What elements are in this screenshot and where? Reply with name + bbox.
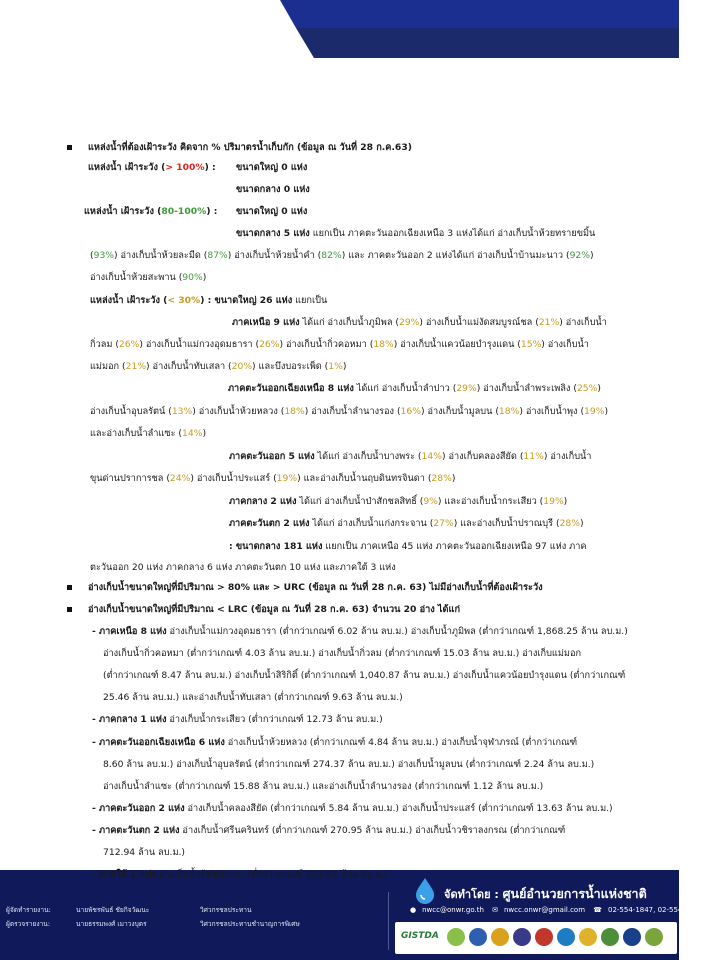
contact-row	[410, 906, 709, 914]
lrc-central-line1: - ภาคกลาง 1 แห่ง อ่างเก็บน้ำกระเสียว (ต่ำกว่าเกณฑ์ 12.73 ล้าน ลบ.ม.)	[92, 714, 383, 725]
partner-logo	[601, 928, 619, 946]
prepared-by-name: นายพัชรพันธ์ ชัยกิจวัฒนะ	[76, 906, 150, 914]
email-text: nwcc.onwr@gmail.com	[504, 906, 586, 914]
low-medium-line1: : ขนาดกลาง 181 แห่ง แยกเป็น ภาคเหนือ 45 แห่ง ภาคตะวันออกเฉียงเหนือ 97 แห่ง ภาค	[229, 541, 587, 552]
lrc-south-line1: - ภาคใต้ 1 แห่ง อ่างเก็บน้ำรัชชประภา (ต่ำกว่าเกณฑ์ 372.97 ล้าน ลบ.ม.)	[92, 869, 388, 880]
phone-icon: ☎	[593, 906, 602, 914]
header-accent-stripe	[280, 0, 679, 28]
website-text: nwcc@onwr.go.th	[422, 906, 484, 914]
low-east-line2: ขุนด่านปราการชล (24%) อ่างเก็บน้ำประแสร์ (19%) และอ่างเก็บน้ำนฤบดินทรจินดา (28%)	[90, 473, 456, 484]
lrc-west-line2: 712.94 ล้าน ลบ.ม.)	[103, 847, 186, 858]
watch-high-label: แหล่งน้ำ เฝ้าระวัง (> 100%) :	[88, 162, 216, 173]
low-north-line2: กิ่วลม (26%) อ่างเก็บน้ำแม่กวงอุดมธารา (26%) อ่างเก็บน้ำกิ่วคอหมา (18%) อ่างเก็บน้ำแควน้อยบำรุงแดน (15%) อ่างเก็บน้ำ	[90, 339, 589, 350]
section-title-lrc: อ่างเก็บน้ำขนาดใหญ่ที่มีปริมาณ < LRC (ข้อมูล ณ วันที่ 28 ก.ค. 63) จำนวน 20 อ่าง ได้แก่	[88, 604, 461, 615]
header-banner	[0, 0, 679, 62]
bullet-marker	[67, 145, 72, 150]
lrc-north-line3: (ต่ำกว่าเกณฑ์ 8.47 ล้าน ลบ.ม.) อ่างเก็บน้ำสิริกิติ์ (ต่ำกว่าเกณฑ์ 1,040.87 ล้าน ลบ.ม.) อ่างเก็บน้ำแควน้อยบำรุงแดน (ต่ำกว่าเกณฑ์	[103, 670, 626, 681]
low-east-line1: ภาคตะวันออก 5 แห่ง ได้แก่ อ่างเก็บน้ำบางพระ (14%) อ่างเก็บคลองสียัด (11%) อ่างเก็บน้ำ	[229, 451, 592, 462]
partner-logo	[491, 928, 509, 946]
partner-logo	[513, 928, 531, 946]
partner-logo	[535, 928, 553, 946]
partner-logo	[469, 928, 487, 946]
partner-logos	[395, 922, 677, 954]
water-drop-icon	[412, 876, 438, 904]
footer-divider	[388, 892, 389, 950]
low-central-line1: ภาคกลาง 2 แห่ง ได้แก่ อ่างเก็บน้ำป่าสักชลสิทธิ์ (9%) และอ่างเก็บน้ำกระเสียว (19%)	[229, 496, 568, 507]
bullet-marker	[67, 607, 72, 612]
section-title-watch: แหล่งน้ำที่ต้องเฝ้าระวัง คิดจาก % ปริมาตรน้ำเก็บกัก (ข้อมูล ณ วันที่ 28 ก.ค.63)	[88, 142, 412, 153]
footer	[0, 870, 703, 960]
watch-mid-label: แหล่งน้ำ เฝ้าระวัง (80-100%) :	[84, 206, 218, 217]
watch-mid-large: ขนาดใหญ่ 0 แห่ง	[236, 206, 308, 217]
checked-by-name: นายธรรมพงศ์ เมาวงบุตร	[76, 920, 147, 928]
lrc-north-line4: 25.46 ล้าน ลบ.ม.) และอ่างเก็บน้ำทับเสลา (ต่ำกว่าเกณฑ์ 9.63 ล้าน ลบ.ม.)	[103, 692, 403, 703]
lrc-north-line1: - ภาคเหนือ 8 แห่ง อ่างเก็บน้ำแม่กวงอุดมธารา (ต่ำกว่าเกณฑ์ 6.02 ล้าน ลบ.ม.) อ่างเก็บน้ำภูมิพล (ต่ำกว่าเกณฑ์ 1,868.25 ล้าน ลบ.ม.)	[92, 626, 628, 637]
prepared-by-label: ผู้จัดทำรายงาน:	[6, 906, 51, 914]
checked-by-label: ผู้ตรวจรายงาน:	[6, 920, 51, 928]
partner-logo	[447, 928, 465, 946]
low-north-line3: แม่มอก (21%) อ่างเก็บน้ำทับเสลา (20%) และบึงบอระเพ็ด (1%)	[90, 361, 347, 372]
low-west-line1: ภาคตะวันตก 2 แห่ง ได้แก่ อ่างเก็บน้ำแก่งกระจาน (27%) และอ่างเก็บน้ำปราณบุรี (28%)	[229, 518, 584, 529]
section-title-urc: อ่างเก็บน้ำขนาดใหญ่ที่มีปริมาณ > 80% และ > URC (ข้อมูล ณ วันที่ 28 ก.ค. 63) ไม่มีอ่างเก็บน้ำที่ต้องเฝ้าระวัง	[88, 582, 543, 593]
low-northeast-line2: อ่างเก็บน้ำอุบลรัตน์ (13%) อ่างเก็บน้ำห้วยหลวง (18%) อ่างเก็บน้ำลำนางรอง (16%) อ่างเก็บน้ำมูลบน (18%) อ่างเก็บน้ำพุง (19%)	[90, 406, 609, 417]
lrc-west-line1: - ภาคตะวันตก 2 แห่ง อ่างเก็บน้ำศรีนครินทร์ (ต่ำกว่าเกณฑ์ 270.95 ล้าน ลบ.ม.) อ่างเก็บน้ำวชิราลงกรณ (ต่ำกว่าเกณฑ์	[92, 825, 566, 836]
lrc-north-line2: อ่างเก็บน้ำกิ่วคอหมา (ต่ำกว่าเกณฑ์ 4.03 ล้าน ลบ.ม.) อ่างเก็บน้ำกิ่วลม (ต่ำกว่าเกณฑ์ 15.03 ล้าน ลบ.ม.) อ่างเก็บแม่มอก	[103, 648, 582, 659]
low-northeast-line1: ภาคตะวันออกเฉียงเหนือ 8 แห่ง ได้แก่ อ่างเก็บน้ำลำปาว (29%) อ่างเก็บน้ำลำพระเพลิง (25%)	[228, 383, 601, 394]
watch-mid-medium-line1: ขนาดกลาง 5 แห่ง แยกเป็น ภาคตะวันออกเฉียงเหนือ 3 แห่งได้แก่ อ่างเก็บน้ำห้วยทรายขมิ้น	[236, 228, 596, 239]
lrc-east-line1: - ภาคตะวันออก 2 แห่ง อ่างเก็บน้ำคลองสียัด (ต่ำกว่าเกณฑ์ 5.84 ล้าน ลบ.ม.) อ่างเก็บน้ำประแสร์ (ต่ำกว่าเกณฑ์ 13.63 ล้าน ลบ.ม.)	[92, 803, 613, 814]
low-medium-line2: ตะวันออก 20 แห่ง ภาคกลาง 6 แห่ง ภาคตะวันตก 10 แห่ง และภาคใต้ 3 แห่ง	[90, 562, 396, 573]
bullet-marker	[67, 585, 72, 590]
watch-high-medium: ขนาดกลาง 0 แห่ง	[236, 184, 310, 195]
partner-logo	[623, 928, 641, 946]
partner-logo	[579, 928, 597, 946]
watch-mid-medium-line3: อ่างเก็บน้ำห้วยสะพาน (90%)	[90, 272, 207, 283]
globe-icon: ●	[410, 906, 417, 914]
partner-logo	[645, 928, 663, 946]
watch-high-large: ขนาดใหญ่ 0 แห่ง	[236, 162, 308, 173]
header-dark-stripe	[296, 28, 679, 58]
partner-logo	[557, 928, 575, 946]
watch-mid-medium-line2: (93%) อ่างเก็บน้ำห้วยละมีด (87%) อ่างเก็บน้ำห้วยน้ำคำ (82%) และ ภาคตะวันออก 2 แห่งได้แก่ อ่างเก็บน้ำบ้านมะนาว (92%)	[90, 250, 594, 261]
credit-line: จัดทำโดย : ศูนย์อำนวยการน้ำแห่งชาติ	[444, 886, 647, 901]
checked-by-role: วิศวกรชลประทานชำนาญการพิเศษ	[200, 920, 300, 928]
watch-low-label: แหล่งน้ำ เฝ้าระวัง (< 30%) : ขนาดใหญ่ 26 แห่ง แยกเป็น	[90, 295, 328, 306]
gistda-logo: GISTDA	[401, 931, 439, 941]
mail-icon: ✉	[492, 906, 498, 914]
prepared-by-role: วิศวกรชลประทาน	[200, 906, 252, 914]
phone-text: 02-554-1847, 02-554-1800	[608, 906, 703, 914]
low-northeast-line3: และอ่างเก็บน้ำลำแซะ (14%)	[90, 428, 207, 439]
low-north-line1: ภาคเหนือ 9 แห่ง ได้แก่ อ่างเก็บน้ำภูมิพล (29%) อ่างเก็บน้ำแม่งัดสมบูรณ์ชล (21%) อ่างเก็บน้ำ	[232, 317, 607, 328]
lrc-northeast-line2: 8.60 ล้าน ลบ.ม.) อ่างเก็บน้ำอุบลรัตน์ (ต่ำกว่าเกณฑ์ 274.37 ล้าน ลบ.ม.) อ่างเก็บน้ำมูลบน (ต่ำกว่าเกณฑ์ 2.24 ล้าน ลบ.ม.)	[103, 759, 595, 770]
lrc-northeast-line3: อ่างเก็บน้ำลำแซะ (ต่ำกว่าเกณฑ์ 15.88 ล้าน ลบ.ม.) และอ่างเก็บน้ำลำนางรอง (ต่ำกว่าเกณฑ์ 1.12 ล้าน ลบ.ม.)	[103, 781, 544, 792]
lrc-northeast-line1: - ภาคตะวันออกเฉียงเหนือ 6 แห่ง อ่างเก็บน้ำห้วยหลวง (ต่ำกว่าเกณฑ์ 4.84 ล้าน ลบ.ม.) อ่างเก็บน้ำจุฬาภรณ์ (ต่ำกว่าเกณฑ์	[92, 737, 578, 748]
